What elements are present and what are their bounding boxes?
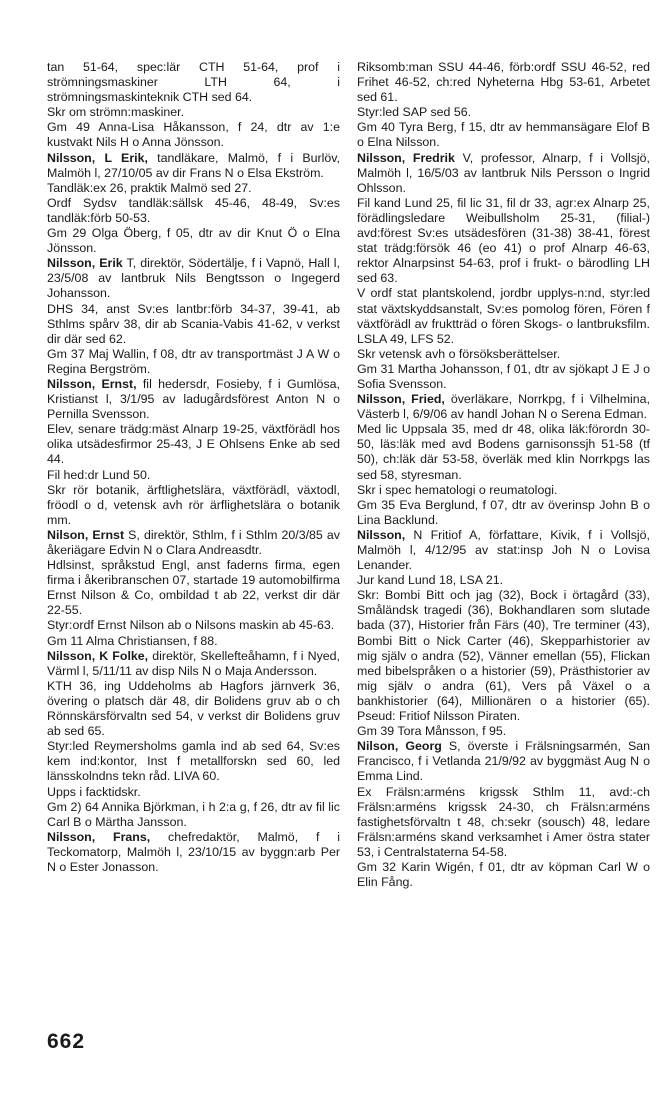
entry-text: Skr i spec hematologi o reumatologi. — [357, 482, 558, 497]
entry-text: Skr rör botanik, ärftlighetslära, växtförädl, växtodl, fröodl o d, vetensk avh rör ärflighetslära o botanik mm. — [47, 482, 340, 527]
entry-paragraph — [357, 120, 650, 150]
biography-entry — [357, 528, 650, 573]
entry-text: Hdlsinst, språkstud Engl, anst faderns firma, egen firma i åkeribranschen 07, startade 19 automobilfirma Ernst Nilson & Co, ombildad t ab 22, verkst dir där 22-55. — [47, 558, 340, 618]
entry-text: direktör, Skellefteåhamn, f i Nyed, Värml l, 5/11/11 av disp Nils N o Maja Andersson. — [47, 648, 340, 678]
entry-paragraph — [357, 573, 650, 588]
entry-paragraph — [357, 362, 650, 392]
biography-entry — [357, 151, 650, 196]
biography-entry — [357, 392, 650, 422]
entry-paragraph — [47, 226, 340, 256]
entry-text: T, direktör, Södertälje, f i Vapnö, Hall l, 23/5/08 av lantbruk Nils Bengtsson o Ingegerd Johansson. — [47, 256, 340, 301]
entry-text: Elev, senare trädg:mäst Alnarp 19-25, växtförädl hos olika utsädesfirmor 25-43, J E Ohlsens Enke ab sed 44. — [47, 422, 340, 467]
entry-text: Skr om strömn:maskiner. — [47, 105, 185, 120]
entry-text: Fil hed:dr Lund 50. — [47, 467, 151, 482]
entry-text: Styr:led SAP sed 56. — [357, 105, 472, 120]
entry-text: tan 51-64, spec:lär CTH 51-64, prof i strömningsmaskiner LTH 64, i strömningsmaskinteknik CTH sed 64. — [47, 60, 340, 105]
entry-paragraph — [357, 588, 650, 724]
entry-paragraph — [47, 422, 340, 467]
entry-text: DHS 34, anst Sv:es lantbr:förb 34-37, 39-41, ab Sthlms spårv 38, dir ab Scania-Vabis 41-62, v verkst dir där sed 62. — [47, 301, 340, 346]
entry-paragraph — [357, 422, 650, 482]
biography-entry — [47, 377, 340, 422]
entry-paragraph — [357, 498, 650, 528]
entry-paragraph — [357, 196, 650, 287]
entry-paragraph — [357, 60, 650, 105]
entry-paragraph — [47, 302, 340, 347]
biography-entry — [47, 649, 340, 679]
entry-text: V, professor, Alnarp, f i Vollsjö, Malmöh l, 16/5/03 av lantbruk Nils Persson o Ingrid Ohlsson. — [357, 150, 650, 195]
entry-name: Nilsson, Frans, — [47, 829, 151, 844]
entry-paragraph — [357, 785, 650, 860]
entry-text: S, direktör, Sthlm, f i Sthlm 20/3/85 av åkeriägare Edvin N o Clara Andreasdtr. — [47, 527, 341, 557]
entry-name: Nilsson, Ernst, — [47, 376, 137, 391]
entry-paragraph — [47, 785, 340, 800]
entry-name: Nilsson, K Folke, — [47, 648, 149, 663]
entry-text: Upps i facktidskr. — [47, 784, 141, 799]
entry-name: Nilsson, — [357, 527, 406, 542]
entry-text: Gm 11 Alma Christiansen, f 88. — [47, 633, 218, 648]
entry-paragraph — [47, 483, 340, 528]
entry-name: Nilsson, Erik — [47, 256, 123, 271]
entry-paragraph — [47, 105, 340, 120]
entry-text: Ex Frälsn:arméns krigssk Sthlm 11, avd:-ch Frälsn:arméns krigssk 24-30, ch Frälsn:arméns fastighetsförvaltn t 48, ch:sekr (sousch) 48, ledare Frälsn:arméns skand verksamhet i Amer östra stater 53, i Centralstaterna 54-58. — [357, 784, 650, 859]
entry-paragraph — [47, 618, 340, 633]
entry-paragraph — [47, 800, 340, 830]
entry-text: chefredaktör, Malmö, f i Teckomatorp, Malmöh l, 23/10/15 av byggn:arb Per N o Ester Jonasson. — [47, 829, 340, 874]
entry-text: tandläkare, Malmö, f i Burlöv, Malmöh l, 27/10/05 av dir Frans N o Elsa Ekström. — [47, 150, 340, 180]
entry-text: Skr: Bombi Bitt och jag (32), Bock i örtagård (33), Småländsk tragedi (36), Bokhandlaren som slutade bada (37), Historier från Färs (40), Tre terminer (43), Bombi Bitt o Nick Carter (46), Skepparhistorier av mig själv o andra (52), Vänner emellan (55), Flickan med bibelspråken o a historier (59), Prästhistorier av mig själv o andra (61), Vers på Växel o a bankhistorier (64), Millionären o a historier (65). Pseud: Fritiof Nilsson Piraten. — [357, 588, 650, 724]
entry-paragraph — [47, 60, 340, 105]
entry-name: Nilson, Ernst — [47, 527, 125, 542]
entry-text: Ordf Sydsv tandläk:sällsk 45-46, 48-49, Sv:es tandläk:förb 50-53. — [47, 195, 340, 225]
entry-text: S, överste i Frälsningsarmén, San Francisco, f i Vetlanda 21/9/92 av byggmäst Aug N o Emma Lind. — [357, 739, 650, 784]
entry-text: Med lic Uppsala 35, med dr 48, olika läk:förordn 30-50, läs:läk med avd Bodens garnisonssjh 51-58 (tf 50), ch:läk där 53-58, överläk med klin Norrkpgs las sed 58, styresman. — [357, 422, 650, 482]
entry-text: Gm 31 Martha Johansson, f 01, dtr av sjökapt J E J o Sofia Svensson. — [357, 361, 650, 391]
entry-text: fil hedersdr, Fosieby, f i Gumlösa, Kristianst l, 3/1/95 av ladugårdsförest Anton N o Pernilla Svensson. — [47, 376, 340, 422]
entry-paragraph — [47, 558, 340, 618]
entry-name: Nilson, Georg — [357, 739, 442, 754]
entry-paragraph — [47, 120, 340, 150]
right-column — [357, 60, 650, 890]
entry-text: Gm 39 Tora Månsson, f 95. — [357, 724, 507, 739]
entry-paragraph — [357, 105, 650, 120]
entry-paragraph — [357, 286, 650, 346]
entry-paragraph — [357, 347, 650, 362]
left-column — [47, 60, 340, 875]
entry-text: V ordf stat plantskolend, jordbr upplys-n:nd, styr:led stat växtskyddsanstalt, Sv:es pomolog fören, Fören f växtförädl av fruktträd o fören Skogs- o lantbruksfilm. LSLA 49, LFS 52. — [357, 286, 650, 346]
entry-paragraph — [47, 679, 340, 739]
entry-text: KTH 36, ing Uddeholms ab Hagfors järnverk 36, övering o platsch där 48, dir Bolidens gruv ab o ch Rönnskärsförvaltn sed 54, v verkst dir Bolidens gruv ab sed 65. — [47, 678, 340, 739]
biography-entry — [357, 739, 650, 784]
entry-text: Riksomb:man SSU 44-46, förb:ordf SSU 46-52, red Frihet 46-52, ch:red Nyheterna Hbg 53-61, Arbetet sed 61. — [357, 60, 650, 105]
biography-entry — [47, 151, 340, 181]
entry-name: Nilsson, Fried, — [357, 392, 445, 407]
entry-text: Gm 2) 64 Annika Björkman, i h 2:a g, f 26, dtr av fil lic Carl B o Märtha Jansson. — [47, 799, 340, 829]
biography-entry — [47, 830, 340, 875]
page-number: 662 — [47, 1030, 86, 1053]
entry-text: Jur kand Lund 18, LSA 21. — [357, 573, 504, 588]
entry-text: Gm 40 Tyra Berg, f 15, dtr av hemmansägare Elof B o Elna Nilsson. — [357, 120, 650, 150]
entry-text: Styr:led Reymersholms gamla ind ab sed 64, Sv:es kem ind:kontor, Inst f metallforskn sed 60, led länsskolndns tekn råd. LIVA 60. — [47, 739, 340, 784]
entry-text: Fil kand Lund 25, fil lic 31, fil dr 33, agr:ex Alnarp 25, förädlingsledare Weibullsholm 25-31, (filial-) avd:förest Sv:es utsädesfören (31-38) 38-41, förest stat trädg:försök 46 (eo 41) o prof Alnarp 46-63, rektor Alnarpsinst 54-63, prof i frukt- o bärodling LH sed 63. — [357, 195, 650, 286]
entry-text: Gm 37 Maj Wallin, f 08, dtr av transportmäst J A W o Regina Bergström. — [47, 346, 340, 376]
entry-paragraph — [47, 196, 340, 226]
entry-text: överläkare, Norrkpg, f i Vilhelmina, Västerb l, 6/9/06 av handl Johan N o Serena Edman. — [357, 392, 651, 422]
entry-paragraph — [47, 347, 340, 377]
entry-text: Gm 32 Karin Wigén, f 01, dtr av köpman Carl W o Elin Fång. — [357, 859, 650, 890]
entry-paragraph — [47, 634, 340, 649]
entry-text: Gm 49 Anna-Lisa Håkansson, f 24, dtr av 1:e kustvakt Nils H o Anna Jönsson. — [47, 120, 340, 150]
entry-text: N Fritiof A, författare, Kivik, f i Vollsjö, Malmöh l, 4/12/95 av stat:insp Joh N o Lovisa Lenander. — [357, 527, 650, 573]
entry-text: Gm 35 Eva Berglund, f 07, dtr av överinsp John B o Lina Backlund. — [357, 497, 650, 527]
entry-name: Nilsson, Fredrik — [357, 150, 455, 165]
entry-paragraph — [357, 724, 650, 739]
entry-text: Skr vetensk avh o försöksberättelser. — [357, 346, 561, 361]
entry-text: Styr:ordf Ernst Nilson ab o Nilsons maskin ab 45-63. — [47, 618, 335, 633]
biography-entry — [47, 528, 340, 558]
entry-paragraph — [357, 483, 650, 498]
entry-paragraph — [47, 739, 340, 784]
entry-name: Nilsson, L Erik, — [47, 150, 148, 165]
biography-entry — [47, 256, 340, 301]
entry-paragraph — [47, 468, 340, 483]
entry-text: Tandläk:ex 26, praktik Malmö sed 27. — [47, 180, 252, 195]
entry-text: Gm 29 Olga Öberg, f 05, dtr av dir Knut Ö o Elna Jönsson. — [47, 226, 340, 256]
entry-paragraph — [47, 181, 340, 196]
entry-paragraph — [357, 860, 650, 890]
